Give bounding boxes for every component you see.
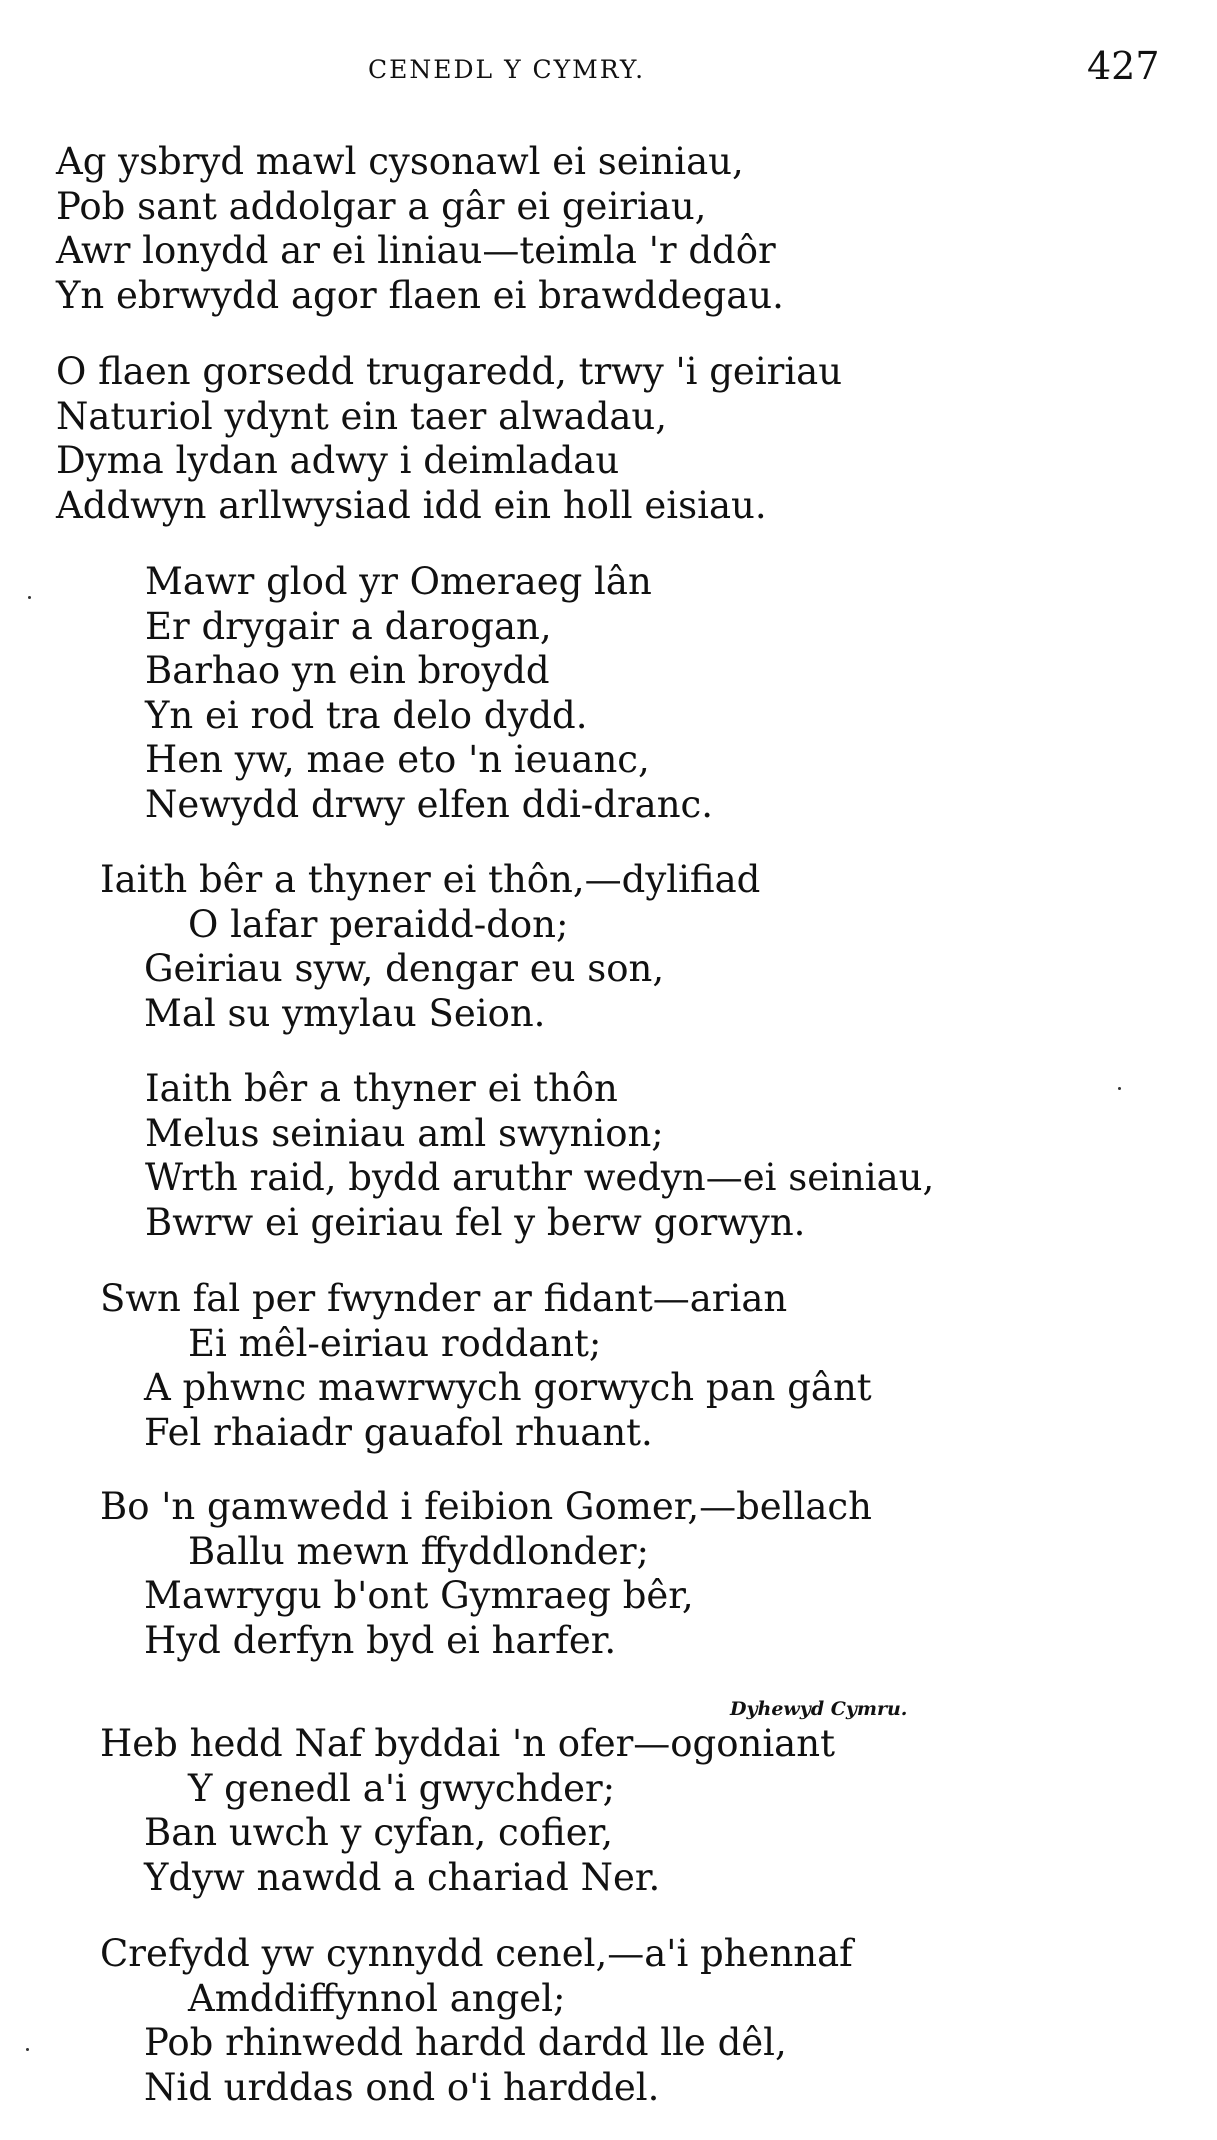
verse-line: Melus seiniau aml swynion; [145, 1111, 664, 1155]
verse-line: Hyd derfyn byd ei harfer. [144, 1618, 617, 1662]
verse-line: Heb hedd Naf byddai 'n ofer—ogoniant [100, 1722, 835, 1765]
verse-line: Swn fal per fwynder ar fidant—arian [100, 1277, 788, 1320]
stanza-9 [100, 1932, 853, 2110]
stanza-2 [56, 350, 842, 528]
stanza-5 [145, 1067, 934, 1245]
verse-line: Dyma lydan adwy i deimladau [56, 439, 620, 483]
verse-line: Amddiffynnol angel; [188, 1976, 566, 2020]
ink-speck [28, 596, 31, 599]
verse-line: Barhao yn ein broydd [145, 649, 550, 693]
verse-line: Wrth raid, bydd aruthr wedyn—ei seiniau, [145, 1156, 935, 1200]
verse-line: O lafar peraidd-don; [188, 902, 569, 946]
verse-line: Ballu mewn ffyddlonder; [188, 1529, 649, 1573]
ink-speck [1118, 1087, 1121, 1090]
stanza-3 [145, 560, 713, 828]
verse-line: Y genedl a'i gwychder; [188, 1766, 616, 1810]
stanza-6 [100, 1277, 872, 1455]
verse-line: Iaith bêr a thyner ei thôn,—dylifiad [100, 858, 761, 901]
verse-line: Newydd drwy elfen ddi-dranc. [145, 782, 714, 826]
running-head: CENEDL Y CYMRY. [368, 55, 646, 84]
verse-line: Mawrygu b'ont Gymraeg bêr, [144, 1574, 694, 1618]
verse-line: A phwnc mawrwych gorwych pan gânt [144, 1366, 872, 1410]
verse-line: Awr lonydd ar ei liniau—teimla 'r ddôr [56, 229, 776, 273]
stanza-7 [100, 1485, 872, 1663]
verse-line: Pob rhinwedd hardd dardd lle dêl, [144, 2021, 787, 2065]
verse-line: Ban uwch y cyfan, cofier, [144, 1811, 614, 1855]
verse-line: Fel rhaiadr gauafol rhuant. [144, 1410, 653, 1454]
verse-line: Mawr glod yr Omeraeg lân [145, 560, 652, 603]
verse-line: Yn ebrwydd agor flaen ei brawddegau. [56, 273, 784, 317]
verse-line: Bo 'n gamwedd i feibion Gomer,—bellach [100, 1485, 872, 1528]
verse-line: Nid urddas ond o'i harddel. [144, 2065, 660, 2109]
verse-line: Ydyw nawdd a chariad Ner. [144, 1855, 661, 1899]
verse-line: Crefydd yw cynnydd cenel,—a'i phennaf [100, 1932, 853, 1975]
stanza-8 [100, 1722, 835, 1900]
verse-line: Geiriau syw, dengar eu son, [144, 947, 665, 991]
verse-line: Addwyn arllwysiad idd ein holl eisiau. [56, 483, 767, 527]
verse-line: Pob sant addolgar a gâr ei geiriau, [56, 184, 707, 228]
verse-line: Ag ysbryd mawl cysonawl ei seiniau, [56, 140, 744, 183]
verse-line: Mal su ymylau Seion. [144, 991, 546, 1035]
verse-line: Yn ei rod tra delo dydd. [145, 693, 588, 737]
verse-line: Hen yw, mae eto 'n ieuanc, [145, 738, 650, 782]
page-number: 427 [1087, 44, 1160, 88]
verse-line: Iaith bêr a thyner ei thôn [145, 1067, 618, 1110]
verse-line: Naturiol ydynt ein taer alwadau, [56, 394, 668, 438]
verse-line: O flaen gorsedd trugaredd, trwy 'i geiriau [56, 350, 843, 393]
stanza-1 [56, 140, 784, 318]
attribution: Dyhewyd Cymru. [730, 1698, 908, 1720]
stanza-4 [100, 858, 760, 1036]
verse-line: Bwrw ei geiriau fel y berw gorwyn. [145, 1200, 806, 1244]
ink-speck [26, 2048, 29, 2051]
verse-line: Er drygair a darogan, [145, 604, 552, 648]
verse-line: Ei mêl-eiriau roddant; [188, 1321, 602, 1365]
